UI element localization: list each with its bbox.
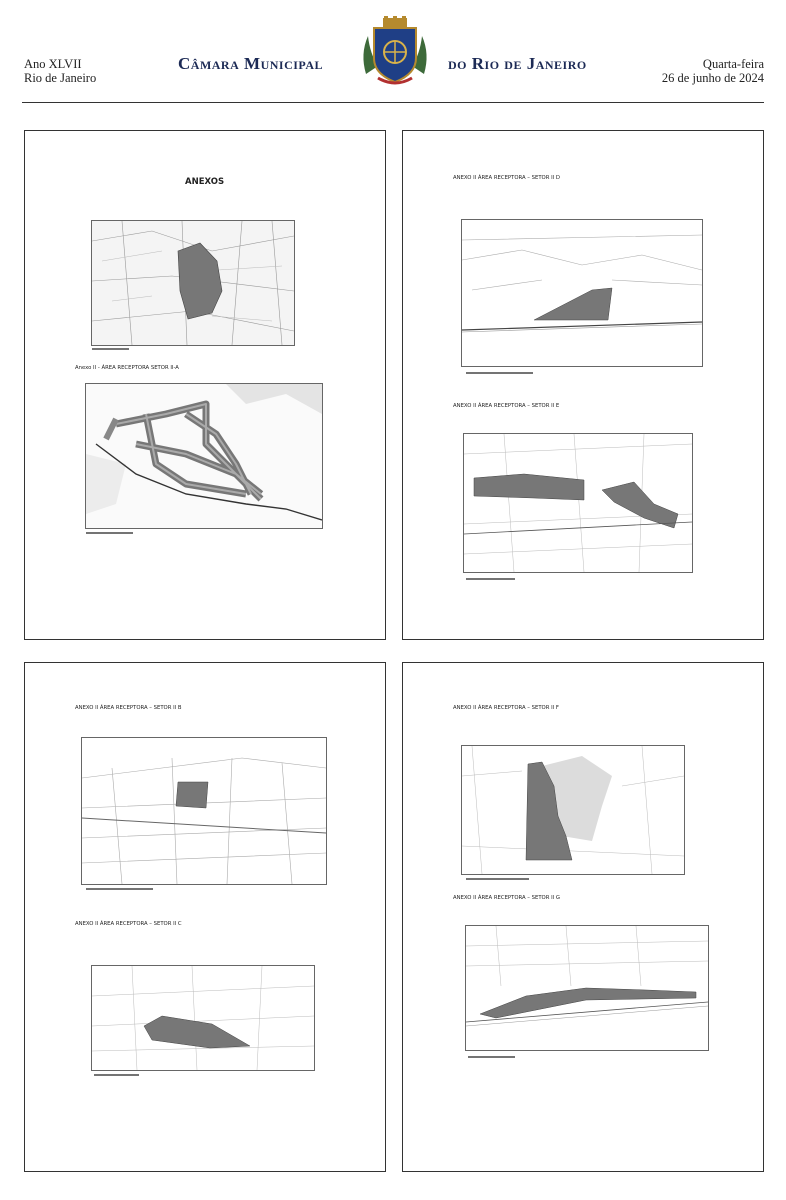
annex-page-3 bbox=[24, 662, 386, 1172]
annex-page-1 bbox=[24, 130, 386, 640]
annex-page-4 bbox=[402, 662, 764, 1172]
page-title: ANEXOS bbox=[185, 177, 225, 187]
map-setor-ii-b bbox=[81, 737, 327, 885]
scale-bar bbox=[91, 345, 131, 353]
scale-bar bbox=[93, 1071, 141, 1079]
map-setor-ii-e bbox=[463, 433, 693, 573]
map-caption: ANEXO II ÁREA RECEPTORA – SETOR II G bbox=[453, 895, 561, 901]
map-caption: ANEXO II ÁREA RECEPTORA – SETOR II F bbox=[453, 705, 559, 711]
edition-year: Ano XLVII bbox=[24, 57, 82, 71]
date-info bbox=[662, 57, 764, 85]
masthead-title-left: Câmara Municipal bbox=[178, 54, 324, 73]
scale-bar bbox=[85, 885, 155, 893]
map-caption: Anexo II - ÁREA RECEPTORA SETOR II-A bbox=[75, 365, 179, 371]
map-location-overview bbox=[91, 220, 295, 346]
weekday: Quarta-feira bbox=[702, 57, 764, 71]
map-setor-ii-d bbox=[461, 219, 703, 367]
scale-bar bbox=[85, 529, 135, 537]
publication-date: 26 de junho de 2024 bbox=[661, 71, 764, 85]
map-caption: ANEXO II ÁREA RECEPTORA – SETOR II B bbox=[75, 705, 182, 711]
scale-bar bbox=[465, 575, 517, 583]
map-caption: ANEXO II ÁREA RECEPTORA – SETOR II D bbox=[453, 175, 560, 181]
annex-page-2 bbox=[402, 130, 764, 640]
scale-bar bbox=[467, 1053, 517, 1061]
scale-bar bbox=[465, 369, 535, 377]
scale-bar bbox=[465, 875, 531, 883]
header-rule bbox=[22, 102, 764, 103]
coat-of-arms-icon bbox=[356, 14, 434, 90]
map-caption: ANEXO II ÁREA RECEPTORA – SETOR II E bbox=[453, 403, 560, 409]
edition-info bbox=[24, 57, 96, 85]
masthead bbox=[0, 0, 786, 104]
masthead-title-right: do Rio de Janeiro bbox=[448, 54, 587, 73]
map-caption: ANEXO II ÁREA RECEPTORA – SETOR II C bbox=[75, 921, 182, 927]
edition-city: Rio de Janeiro bbox=[24, 71, 97, 85]
map-setor-ii-g bbox=[465, 925, 709, 1051]
map-setor-ii-c bbox=[91, 965, 315, 1071]
map-setor-ii-f bbox=[461, 745, 685, 875]
map-setor-ii-a bbox=[85, 383, 323, 529]
